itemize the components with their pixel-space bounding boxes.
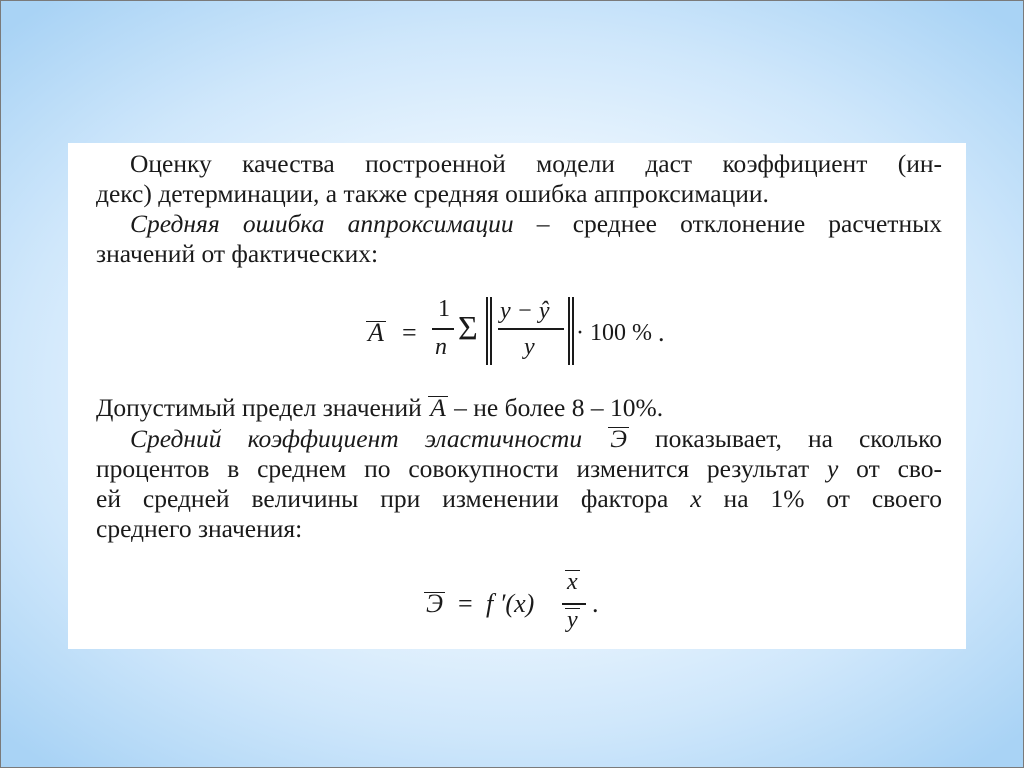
equals-sign: = xyxy=(402,318,417,347)
paragraph-4-line-3 xyxy=(96,484,942,514)
text-span: на 1% от своего xyxy=(701,484,942,513)
formula-period: . xyxy=(592,589,599,618)
paragraph-4-line-2 xyxy=(96,454,942,484)
paragraph-2-line-2 xyxy=(96,239,942,269)
inner-numerator: y − ŷ xyxy=(500,298,550,324)
absolute-bar-right-inner xyxy=(572,297,574,365)
variable-y: y xyxy=(826,454,839,483)
fraction-numerator: 1 xyxy=(438,296,450,322)
text-span: значений от фактических: xyxy=(96,239,379,268)
formula-elasticity xyxy=(424,568,624,640)
document-page xyxy=(68,143,966,649)
formula-lhs xyxy=(424,590,445,618)
fraction-bar xyxy=(562,603,586,605)
paragraph-4-line-1 xyxy=(130,424,942,454)
fraction-denominator: n xyxy=(435,334,447,360)
overlined-symbol-a: A xyxy=(430,393,446,422)
inner-fraction-bar xyxy=(498,328,564,330)
text-span: Допустимый предел значений xyxy=(96,393,429,422)
paragraph-1-line-2 xyxy=(96,179,942,209)
paragraph-1-line-1 xyxy=(130,149,942,179)
formula-lhs xyxy=(366,319,386,347)
text-span: процентов в среднем по совокупности изменится результат xyxy=(96,454,827,483)
derivative-function: f ′(x) xyxy=(486,589,535,618)
absolute-bar-right xyxy=(568,297,570,365)
paragraph-3 xyxy=(96,393,942,423)
formula-period: . xyxy=(658,318,665,347)
percent-multiplier: · 100 % xyxy=(576,320,652,346)
overlined-symbol: A xyxy=(368,318,384,347)
absolute-bar-left xyxy=(486,297,488,365)
fraction-denominator xyxy=(565,606,580,634)
term-elasticity-coefficient: Средний коэффициент эластичности xyxy=(130,424,583,453)
overlined-symbol: Э xyxy=(426,589,444,618)
absolute-bar-left-inner xyxy=(490,297,492,365)
paragraph-2-line-1 xyxy=(130,209,942,239)
overlined-x: x xyxy=(567,569,578,595)
text-span: от сво- xyxy=(838,454,942,483)
formula-approximation-error xyxy=(366,295,746,371)
text-span: среднего значения: xyxy=(96,514,303,543)
text-span: Оценку качества построенной модели даст коэффициент (ин- xyxy=(130,149,942,178)
text-span: – не более 8 – 10%. xyxy=(447,393,664,422)
text-span: декс) детерминации, а также средняя ошибка аппроксимации. xyxy=(96,179,769,208)
paragraph-4-line-4 xyxy=(96,514,942,544)
overlined-symbol-e: Э xyxy=(610,424,627,453)
variable-x: x xyxy=(690,484,702,513)
term-mean-approximation-error: Средняя ошибка аппроксимации xyxy=(130,209,514,238)
fraction-bar xyxy=(432,328,454,330)
text-span: ей средней величины при изменении фактора xyxy=(96,484,691,513)
fraction-numerator xyxy=(565,568,580,596)
text-span: показывает, на сколько xyxy=(628,424,943,453)
text-span: – среднее отклонение расчетных xyxy=(513,209,942,238)
inner-denominator: y xyxy=(524,334,535,360)
overlined-y: y xyxy=(567,607,578,633)
equals-sign: = xyxy=(458,589,473,618)
sum-symbol: Σ xyxy=(458,310,478,347)
